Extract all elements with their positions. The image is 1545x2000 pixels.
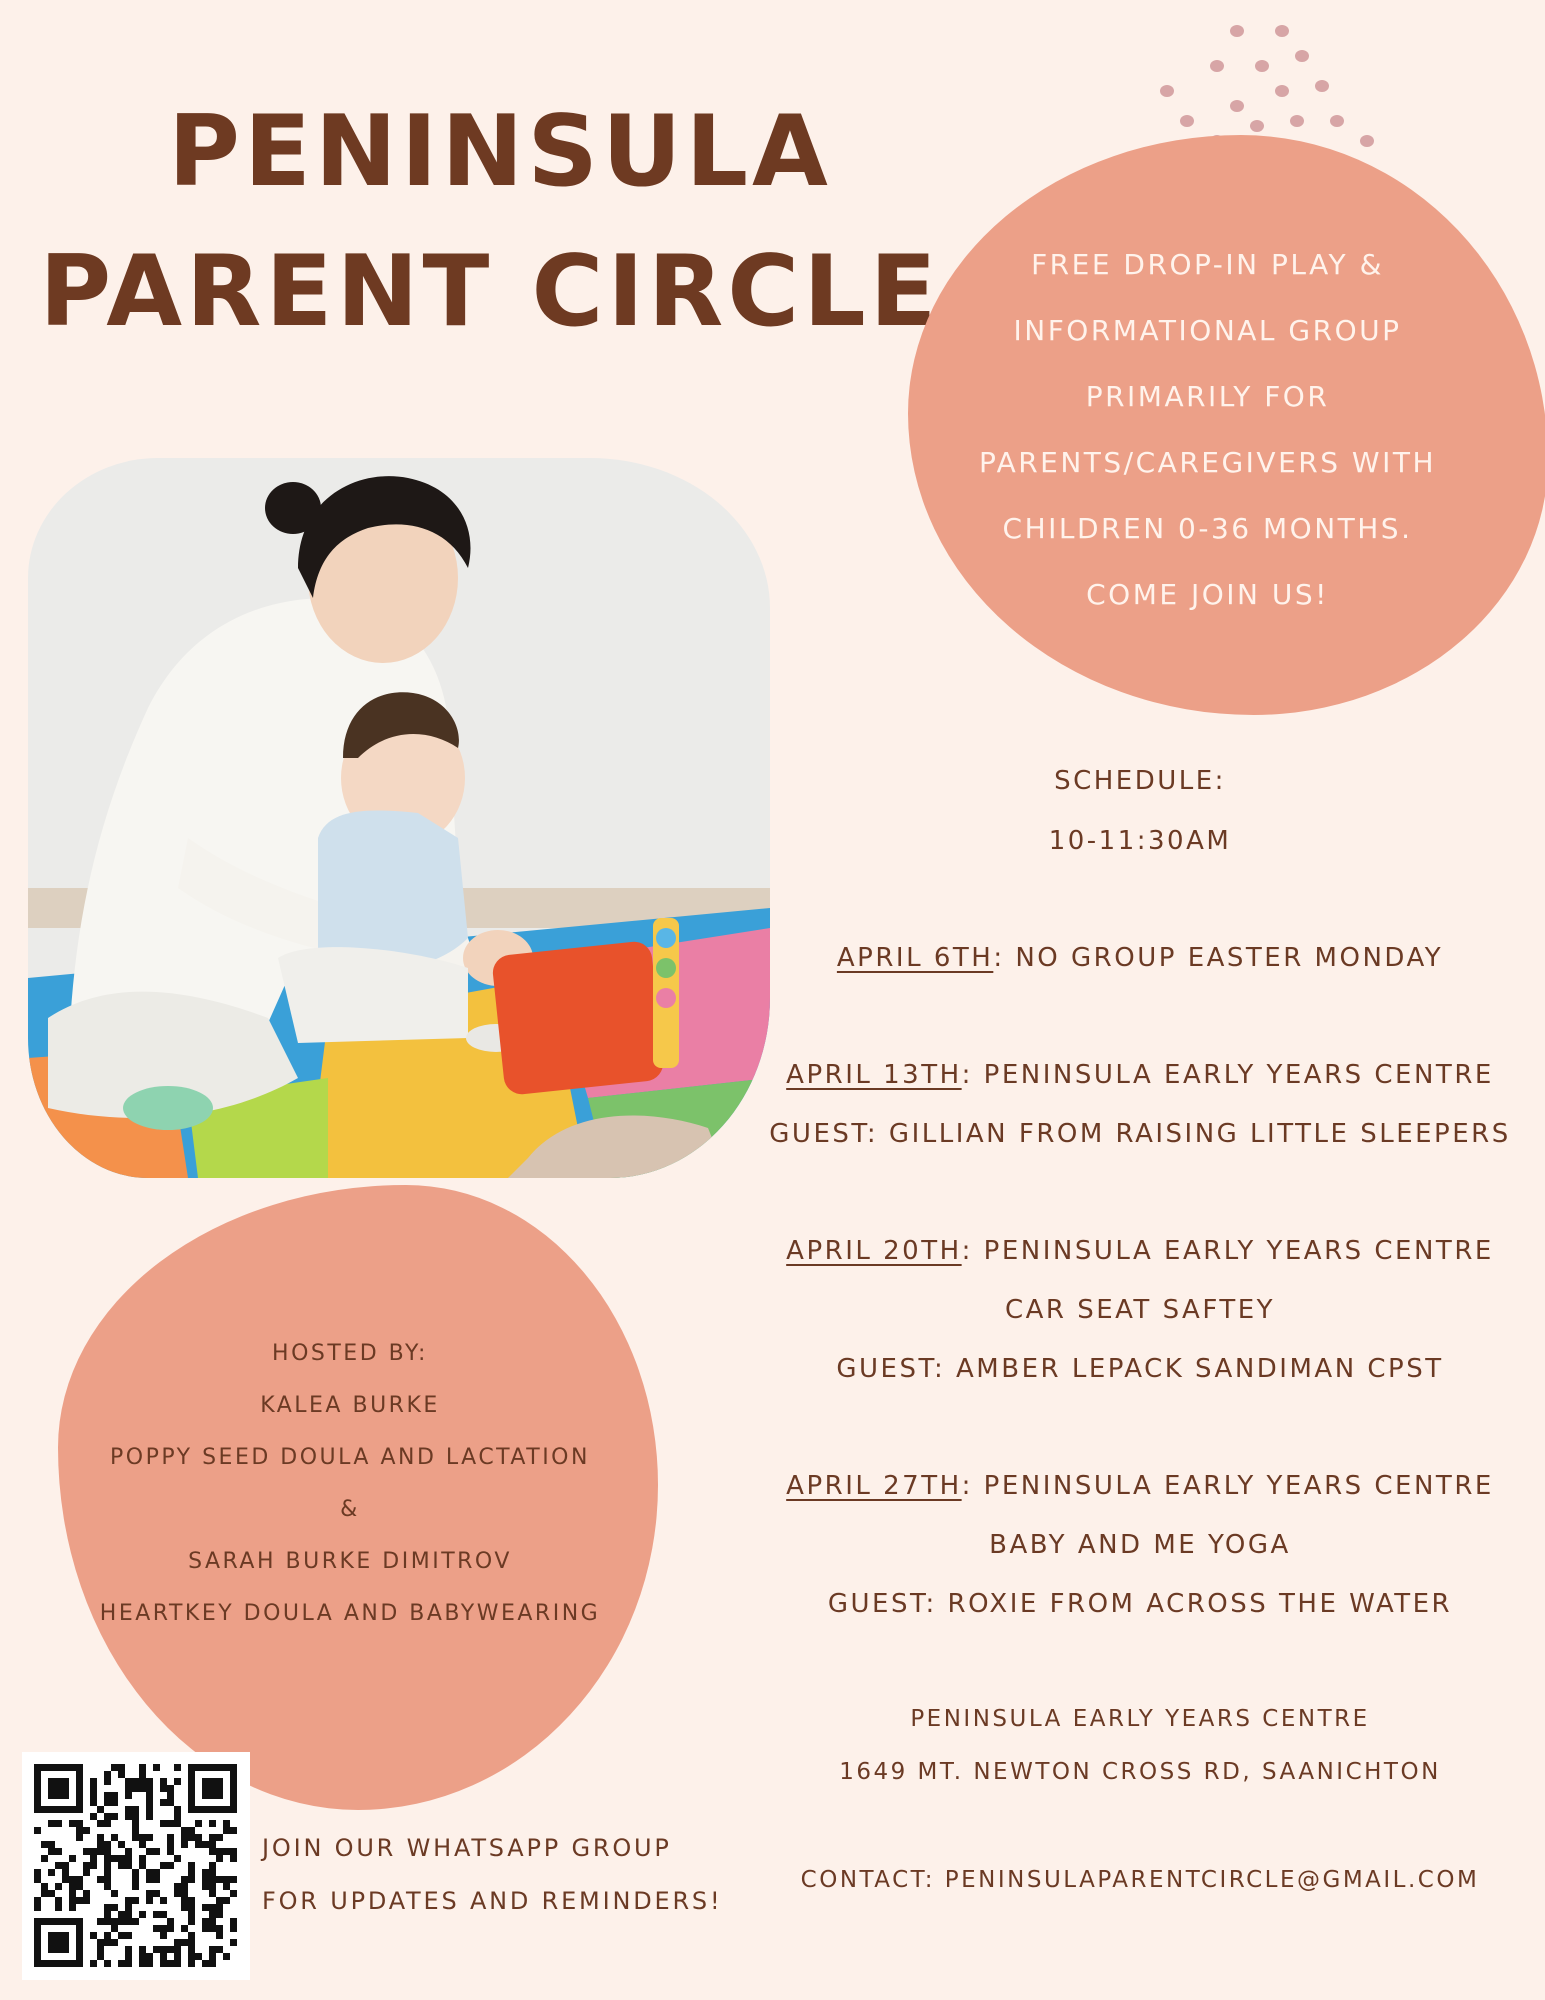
- location-name: PENINSULA EARLY YEARS CENTRE: [910, 1706, 1370, 1732]
- schedule-time: 10-11:30AM: [1048, 826, 1232, 856]
- event-april-20: APRIL 20TH: PENINSULA EARLY YEARS CENTRE: [786, 1236, 1494, 1266]
- event-line: GUEST: ROXIE FROM ACROSS THE WATER: [827, 1589, 1453, 1619]
- event-line: PENINSULA EARLY YEARS CENTRE: [983, 1471, 1494, 1501]
- host2-org: HEARTKEY DOULA AND BABYWEARING: [99, 1601, 601, 1626]
- whatsapp-line-2: FOR UPDATES AND REMINDERS!: [262, 1887, 723, 1915]
- hosts-ampersand: &: [340, 1497, 360, 1522]
- event-line: GUEST: AMBER LEPACK SANDIMAN CPST: [836, 1354, 1444, 1384]
- title-line-1: PENINSULA: [168, 95, 832, 209]
- hosts-text: [80, 1328, 620, 1640]
- event-line: PENINSULA EARLY YEARS CENTRE: [983, 1236, 1494, 1266]
- hosts-heading: HOSTED BY:: [272, 1341, 428, 1366]
- event-april-27: APRIL 27TH: PENINSULA EARLY YEARS CENTRE: [786, 1471, 1494, 1501]
- intro-text: [945, 232, 1470, 628]
- host1-name: KALEA BURKE: [260, 1393, 440, 1418]
- location-address: 1649 MT. NEWTON CROSS RD, SAANICHTON: [839, 1759, 1441, 1785]
- event-date: APRIL 20TH: [786, 1236, 962, 1266]
- event-april-6: APRIL 6TH: NO GROUP EASTER MONDAY: [836, 943, 1444, 973]
- event-date: APRIL 6TH: [836, 943, 994, 973]
- intro-line: INFORMATIONAL GROUP: [1013, 314, 1402, 347]
- whatsapp-qr-code[interactable]: [22, 1752, 250, 1980]
- host1-org: POPPY SEED DOULA AND LACTATION: [110, 1445, 590, 1470]
- host2-name: SARAH BURKE DIMITROV: [188, 1549, 512, 1574]
- intro-line: PRIMARILY FOR: [1085, 380, 1330, 413]
- event-april-13: APRIL 13TH: PENINSULA EARLY YEARS CENTRE: [786, 1060, 1494, 1090]
- event-line: CAR SEAT SAFTEY: [1004, 1295, 1276, 1325]
- title-line-2: PARENT CIRCLE: [39, 235, 941, 349]
- parent-and-baby-photo: [28, 458, 770, 1178]
- schedule-heading: SCHEDULE:: [1054, 766, 1226, 796]
- whatsapp-text: [262, 1822, 722, 1928]
- intro-line: CHILDREN 0-36 MONTHS.: [1002, 512, 1413, 545]
- event-date: APRIL 27TH: [786, 1471, 962, 1501]
- intro-line: FREE DROP-IN PLAY &: [1031, 248, 1384, 281]
- event-date: APRIL 13TH: [786, 1060, 962, 1090]
- event-line: NO GROUP EASTER MONDAY: [1015, 943, 1444, 973]
- whatsapp-line-1: JOIN OUR WHATSAPP GROUP: [262, 1834, 672, 1862]
- event-line: GUEST: GILLIAN FROM RAISING LITTLE SLEEPERS: [769, 1119, 1511, 1149]
- event-line: BABY AND ME YOGA: [989, 1530, 1291, 1560]
- event-line: PENINSULA EARLY YEARS CENTRE: [983, 1060, 1494, 1090]
- contact-email[interactable]: CONTACT: PENINSULAPARENTCIRCLE@GMAIL.COM: [800, 1867, 1480, 1893]
- intro-line: PARENTS/CAREGIVERS WITH: [978, 446, 1437, 479]
- intro-line: COME JOIN US!: [1086, 578, 1329, 611]
